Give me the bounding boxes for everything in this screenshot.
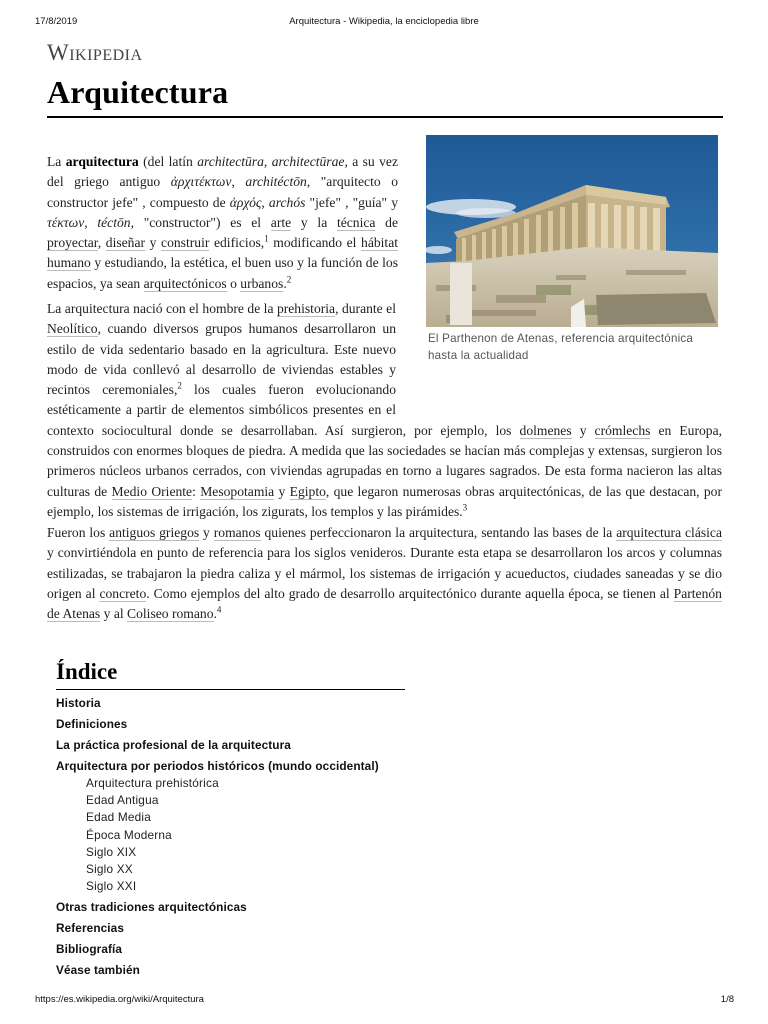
toc-item-historia[interactable]: Historia	[56, 696, 101, 710]
text: y	[145, 235, 162, 251]
text: y	[274, 483, 290, 499]
italic-term: ἀρχιτέκτων	[170, 174, 232, 190]
text: La	[47, 154, 66, 169]
text: de	[375, 214, 399, 230]
intro-paragraph-2	[47, 299, 722, 522]
reference-marker[interactable]: 2	[177, 380, 182, 391]
text: y	[199, 525, 214, 540]
reference-marker[interactable]: 1	[264, 233, 269, 244]
italic-term: téctōn	[97, 214, 131, 230]
link-egipto[interactable]: Egipto	[289, 483, 326, 499]
link-arte[interactable]: arte	[270, 214, 292, 230]
text: modificando el	[268, 235, 362, 251]
text: y convirtiéndola en punto de referencia para los siglos venideros. Durante esta etapa se desarrollaron los arcos y columnas estilizadas, se trabajaron la piedra caliza y el mármol, los sistemas de irrigación y acueductos, ciudades saneadas y se dio origen al	[47, 545, 722, 601]
toc-subitem-epoca-moderna[interactable]: Época Moderna	[86, 827, 172, 842]
italic-term: archós	[268, 194, 306, 210]
text: y la	[291, 214, 337, 230]
text: , cuando diversos grupos humanos desarrollaron un estilo de vida sedentario basado en la agricultura. Este nuevo modo de vida conllevó al desarrollo de viviendas estables y recintos ceremoniales,	[47, 321, 396, 398]
text: , "arquitecto o constructor jefe" , compuesto de	[47, 174, 399, 210]
text: .	[213, 606, 217, 622]
toc-item-periodos-historicos[interactable]: Arquitectura por periodos históricos (mundo occidental)	[56, 759, 379, 773]
text: ,	[231, 174, 246, 190]
toc-subitem-edad-media[interactable]: Edad Media	[86, 810, 151, 825]
text: ,	[263, 154, 272, 169]
text: (del latín	[138, 154, 198, 169]
link-arquitectura-clasica[interactable]: arquitectura clásica	[616, 525, 722, 540]
toc-subitem-edad-antigua[interactable]: Edad Antigua	[86, 793, 159, 808]
toc-subitem-prehistorica[interactable]: Arquitectura prehistórica	[86, 776, 219, 790]
print-url: https://es.wikipedia.org/wiki/Arquitectura	[35, 994, 204, 1005]
toc-subitem-siglo-xxi[interactable]: Siglo XXI	[86, 879, 137, 894]
toc-item-practica-profesional[interactable]: La práctica profesional de la arquitectura	[56, 738, 291, 752]
title-divider	[47, 116, 723, 118]
text: y al	[100, 606, 128, 622]
text: , durante el	[335, 301, 396, 316]
text: ,	[97, 235, 106, 251]
table-of-contents	[56, 655, 405, 981]
text: "jefe" , "guía" y	[305, 194, 399, 210]
link-mesopotamia[interactable]: Mesopotamia	[200, 483, 275, 499]
toc-title: Índice	[56, 659, 118, 684]
reference-marker[interactable]: 4	[216, 604, 222, 615]
text: , que legaron numerosas obras arquitectónicas, de las que destacan, por ejemplo, los sistemas de irrigación, los zigurats, los templos y las pirámides.	[47, 483, 723, 519]
link-disenar[interactable]: diseñar	[105, 235, 146, 251]
text: . Como ejemplos del alto grado de desarrollo arquitectónico durante aquella época, se tienen al	[146, 585, 674, 601]
italic-term: architectūra	[197, 154, 264, 169]
reference-marker[interactable]: 3	[462, 502, 468, 513]
toc-item-vease-tambien[interactable]: Véase también	[56, 963, 140, 978]
link-neolitico[interactable]: Neolítico	[47, 321, 98, 337]
text: :	[192, 483, 201, 499]
figure-wrap-spacer	[396, 299, 722, 401]
link-tecnica[interactable]: técnica	[336, 214, 376, 230]
italic-term: ἀρχός	[229, 194, 262, 210]
text: , a su vez del griego antiguo	[47, 154, 398, 190]
toc-item-referencias[interactable]: Referencias	[56, 921, 124, 936]
text: en Europa, construidos con enormes bloques de piedra. A medida que las sociedades se hacían más complejas y extensas, surgieron los primeros núcleos urbanos cerrados, con viviendas agrupadas en torno a lugares sagrados. De esta forma nacieron las altas culturas de	[47, 422, 723, 499]
toc-subitem-siglo-xx[interactable]: Siglo XX	[86, 861, 133, 876]
italic-term: τέκτων	[47, 214, 85, 230]
text: los cuales fueron evolucionando estéticamente a partir de elementos simbólicos presentes en el contexto sociocultural donde se desarrollaban. Así surgieron, por ejemplo, los	[47, 382, 520, 438]
toc-list	[56, 693, 405, 981]
link-concreto[interactable]: concreto	[99, 585, 147, 601]
intro-paragraph-3	[47, 523, 722, 624]
text: o	[226, 275, 241, 291]
link-arquitectonicos[interactable]: arquitectónicos	[143, 275, 227, 291]
link-urbanos[interactable]: urbanos	[240, 275, 284, 291]
text: ,	[84, 214, 98, 230]
link-medio-oriente[interactable]: Medio Oriente	[111, 483, 193, 499]
toc-item-otras-tradiciones[interactable]: Otras tradiciones arquitectónicas	[56, 900, 247, 915]
print-footer	[0, 994, 768, 1008]
toc-item-definiciones[interactable]: Definiciones	[56, 717, 128, 731]
print-document-title: Arquitectura - Wikipedia, la enciclopedia libre	[289, 16, 479, 27]
link-antiguos-griegos[interactable]: antiguos griegos	[109, 525, 200, 540]
reference-marker[interactable]: 2	[286, 274, 292, 285]
link-coliseo-romano[interactable]: Coliseo romano	[127, 606, 214, 622]
intro-paragraph-1	[47, 152, 398, 294]
page-title: Arquitectura	[47, 74, 229, 110]
link-construir[interactable]: construir	[161, 235, 210, 251]
link-proyectar[interactable]: proyectar	[47, 235, 98, 251]
figure-caption: El Parthenon de Atenas, referencia arquitectónica hasta la actualidad	[428, 332, 694, 362]
link-romanos[interactable]: romanos	[213, 525, 261, 540]
link-habitat-humano[interactable]: hábitat humano	[47, 235, 399, 271]
toc-item-bibliografia[interactable]: Bibliografía	[56, 942, 123, 957]
link-dolmenes[interactable]: dolmenes	[519, 422, 572, 438]
italic-term: architectūrae	[271, 154, 345, 169]
bold-term: arquitectura	[65, 154, 139, 169]
text: quienes perfeccionaron la arquitectura, sentando las bases de la	[260, 525, 617, 540]
wikipedia-wordmark-logo[interactable]: Wikipedia	[47, 40, 143, 65]
text: , "constructor") es el	[130, 214, 271, 230]
text: edificios,	[209, 235, 265, 251]
link-prehistoria[interactable]: prehistoria	[276, 301, 336, 316]
text: y estudiando, la estética, el buen uso y la función de los espacios, ya sean	[47, 255, 398, 291]
page-number: 1/8	[720, 994, 734, 1005]
link-partenon-de-atenas[interactable]: Partenón de Atenas	[47, 585, 722, 622]
toc-subitem-siglo-xix[interactable]: Siglo XIX	[86, 844, 137, 859]
link-cromlechs[interactable]: crómlechs	[594, 422, 651, 438]
print-header	[0, 16, 768, 30]
print-date: 17/8/2019	[35, 16, 78, 27]
text: La arquitectura nació con el hombre de la	[47, 301, 277, 316]
text: y	[571, 422, 595, 438]
toc-divider	[56, 689, 405, 690]
text: Fueron los	[47, 525, 110, 540]
italic-term: architéctōn	[245, 174, 307, 190]
text: ,	[261, 194, 269, 210]
text: .	[283, 275, 287, 291]
